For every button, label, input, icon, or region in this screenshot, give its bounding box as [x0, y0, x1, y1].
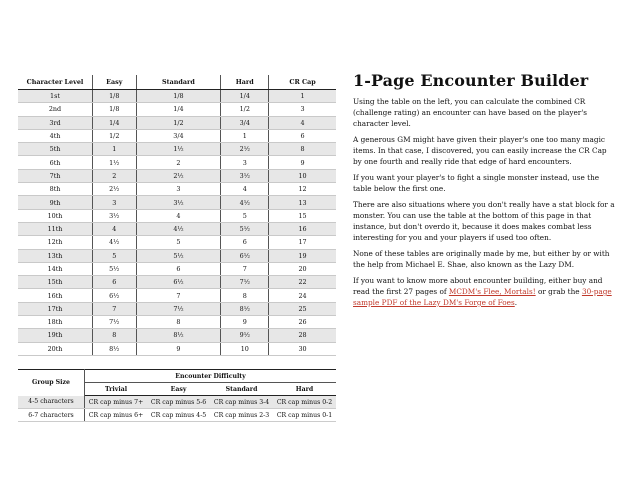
table-cell: 1/8 [93, 90, 137, 103]
table-row [18, 329, 336, 342]
page-title: 1-Page Encounter Builder [353, 71, 589, 90]
table-row [18, 222, 336, 235]
table-cell: CR cap minus 5-6 [147, 396, 210, 409]
paragraph-links [353, 275, 615, 308]
paragraph: None of these tables are originally made by me, but either by or with the help from Michael E. Shae, also known as the Lazy DM. [353, 249, 610, 269]
table-cell: 9½ [221, 329, 269, 342]
table-cell: 1/4 [93, 116, 137, 129]
character-level-cell: 8th [18, 183, 93, 196]
table-cell: 3/4 [221, 116, 269, 129]
table-cell: 28 [269, 329, 336, 342]
character-level-cell: 9th [18, 196, 93, 209]
table-row [18, 316, 336, 329]
table-cell: 1/8 [136, 90, 221, 103]
header-easy: Easy [147, 383, 210, 396]
table-row [18, 409, 336, 422]
character-level-cell: 6th [18, 156, 93, 169]
table-cell: 3/4 [136, 129, 221, 142]
table-row [18, 169, 336, 182]
table-cell: 1/4 [221, 90, 269, 103]
table-cell: 7 [136, 289, 221, 302]
character-level-cell: 5th [18, 143, 93, 156]
table-row [18, 289, 336, 302]
table-row [18, 143, 336, 156]
table-row [18, 262, 336, 275]
table-cell: 5½ [221, 222, 269, 235]
header-encounter-difficulty: Encounter Difficulty [85, 370, 337, 383]
table-cell: 13 [269, 196, 336, 209]
character-level-cell: 15th [18, 276, 93, 289]
table-cell: CR cap minus 0-2 [273, 396, 336, 409]
table-row [18, 183, 336, 196]
table-cell: 6 [269, 129, 336, 142]
cr-table-body [18, 90, 336, 356]
character-level-cell: 2nd [18, 103, 93, 116]
table-cell: 3½ [93, 209, 137, 222]
character-level-cell: 12th [18, 236, 93, 249]
table-cell: 6½ [93, 289, 137, 302]
character-level-cell: 17th [18, 302, 93, 315]
table-cell: 8½ [93, 342, 137, 355]
character-level-cell: 1st [18, 90, 93, 103]
table-row [18, 249, 336, 262]
table-cell: 7 [221, 262, 269, 275]
paragraph: A generous GM might have given their player's one too many magic items. In that case, I discovered, you can easily increase the CR Cap by one fourth and really ride that edge of hard encounters. [353, 135, 607, 166]
group-table-header-row [18, 370, 336, 383]
table-cell: 4 [221, 183, 269, 196]
table-cell: 15 [269, 209, 336, 222]
header-hard: Hard [221, 75, 269, 90]
table-cell: 5 [136, 236, 221, 249]
table-cell: 8 [136, 316, 221, 329]
table-cell: 8 [269, 143, 336, 156]
group-size-cell: 6-7 characters [18, 409, 85, 422]
table-cell: 12 [269, 183, 336, 196]
table-cell: 4½ [136, 222, 221, 235]
table-cell: 9 [221, 316, 269, 329]
character-level-cell: 20th [18, 342, 93, 355]
character-level-cell: 13th [18, 249, 93, 262]
table-cell: 2 [93, 169, 137, 182]
table-cell: 16 [269, 222, 336, 235]
table-cell: CR cap minus 0-1 [273, 409, 336, 422]
table-cell: 2½ [136, 169, 221, 182]
table-cell: 1/2 [136, 116, 221, 129]
table-cell: 1½ [136, 143, 221, 156]
paragraph-text: or grab the [535, 287, 582, 296]
table-row [18, 156, 336, 169]
table-cell: 4 [269, 116, 336, 129]
table-row [18, 209, 336, 222]
table-cell: 1/2 [93, 129, 137, 142]
table-row [18, 103, 336, 116]
table-cell: 17 [269, 236, 336, 249]
header-hard: Hard [273, 383, 336, 396]
table-cell: CR cap minus 4-5 [147, 409, 210, 422]
table-cell: 24 [269, 289, 336, 302]
header-trivial: Trivial [85, 383, 148, 396]
table-row [18, 342, 336, 355]
table-row [18, 129, 336, 142]
paragraph-text: . [514, 298, 518, 307]
flee-mortals-link[interactable]: MCDM's Flee, Mortals! [448, 287, 536, 296]
table-cell: 1/4 [136, 103, 221, 116]
table-cell: 7 [93, 302, 137, 315]
table-row [18, 116, 336, 129]
table-cell: 2½ [221, 143, 269, 156]
header-group-size: Group Size [18, 370, 85, 396]
article-body [353, 96, 615, 313]
table-cell: 8 [93, 329, 137, 342]
paragraph: If you want your player's to fight a single monster instead, use the table below the first one. [353, 173, 600, 193]
cr-cap-table [18, 75, 336, 356]
table-cell: CR cap minus 7+ [85, 396, 148, 409]
table-row [18, 276, 336, 289]
character-level-cell: 3rd [18, 116, 93, 129]
character-level-cell: 18th [18, 316, 93, 329]
header-character-level: Character Level [18, 75, 93, 90]
table-cell: 1/8 [93, 103, 137, 116]
table-cell: 5 [93, 249, 137, 262]
table-cell: 5½ [136, 249, 221, 262]
table-cell: 10 [221, 342, 269, 355]
table-cell: 5 [221, 209, 269, 222]
table-cell: 5½ [93, 262, 137, 275]
header-cr-cap: CR Cap [269, 75, 336, 90]
table-cell: 26 [269, 316, 336, 329]
group-size-table [18, 369, 336, 422]
table-cell: 3½ [221, 169, 269, 182]
paragraph: There are also situations where you don't really have a stat block for a monster. You can use the table at the bottom of this page in that instance, but don't overdo it, because it does makes combat less interesting for you and your players if used too often. [353, 200, 615, 242]
table-cell: 1½ [93, 156, 137, 169]
table-cell: 20 [269, 262, 336, 275]
header-easy: Easy [93, 75, 137, 90]
table-cell: CR cap minus 6+ [85, 409, 148, 422]
table-cell: 6 [93, 276, 137, 289]
table-row [18, 90, 336, 103]
table-cell: 8 [221, 289, 269, 302]
table-cell: 22 [269, 276, 336, 289]
table-cell: 4 [93, 222, 137, 235]
table-cell: CR cap minus 2-3 [210, 409, 273, 422]
table-cell: 8½ [221, 302, 269, 315]
character-level-cell: 7th [18, 169, 93, 182]
table-cell: 4½ [221, 196, 269, 209]
table-cell: 19 [269, 249, 336, 262]
table-cell: CR cap minus 3-4 [210, 396, 273, 409]
table-cell: 25 [269, 302, 336, 315]
character-level-cell: 10th [18, 209, 93, 222]
table-cell: 3½ [136, 196, 221, 209]
cr-table-header-row [18, 75, 336, 90]
header-standard: Standard [136, 75, 221, 90]
forge-of-foes-link[interactable]: 30-page sample PDF of the Lazy DM's Forge of Foes [353, 287, 612, 307]
table-cell: 3 [269, 103, 336, 116]
table-cell: 1 [269, 90, 336, 103]
table-cell: 6½ [136, 276, 221, 289]
table-cell: 7½ [221, 276, 269, 289]
table-row [18, 236, 336, 249]
table-cell: 4½ [93, 236, 137, 249]
character-level-cell: 11th [18, 222, 93, 235]
group-size-cell: 4-5 characters [18, 396, 85, 409]
table-cell: 6½ [221, 249, 269, 262]
table-row [18, 302, 336, 315]
paragraph-text: If you want to know more about encounter building, either buy and read the first 27 pages of [353, 276, 603, 296]
table-cell: 2½ [93, 183, 137, 196]
character-level-cell: 14th [18, 262, 93, 275]
character-level-cell: 16th [18, 289, 93, 302]
table-cell: 7½ [93, 316, 137, 329]
table-cell: 1 [221, 129, 269, 142]
table-cell: 10 [269, 169, 336, 182]
table-cell: 2 [136, 156, 221, 169]
table-cell: 6 [221, 236, 269, 249]
paragraph: Using the table on the left, you can calculate the combined CR (challenge rating) an encounter can have based on the player's character level. [353, 97, 587, 128]
header-standard: Standard [210, 383, 273, 396]
table-cell: 1 [93, 143, 137, 156]
table-cell: 7½ [136, 302, 221, 315]
table-cell: 4 [136, 209, 221, 222]
table-cell: 6 [136, 262, 221, 275]
table-row [18, 396, 336, 409]
table-cell: 3 [136, 183, 221, 196]
table-cell: 8½ [136, 329, 221, 342]
table-cell: 9 [269, 156, 336, 169]
character-level-cell: 4th [18, 129, 93, 142]
table-cell: 3 [93, 196, 137, 209]
table-cell: 3 [221, 156, 269, 169]
table-cell: 9 [136, 342, 221, 355]
table-cell: 30 [269, 342, 336, 355]
character-level-cell: 19th [18, 329, 93, 342]
table-cell: 1/2 [221, 103, 269, 116]
table-row [18, 196, 336, 209]
